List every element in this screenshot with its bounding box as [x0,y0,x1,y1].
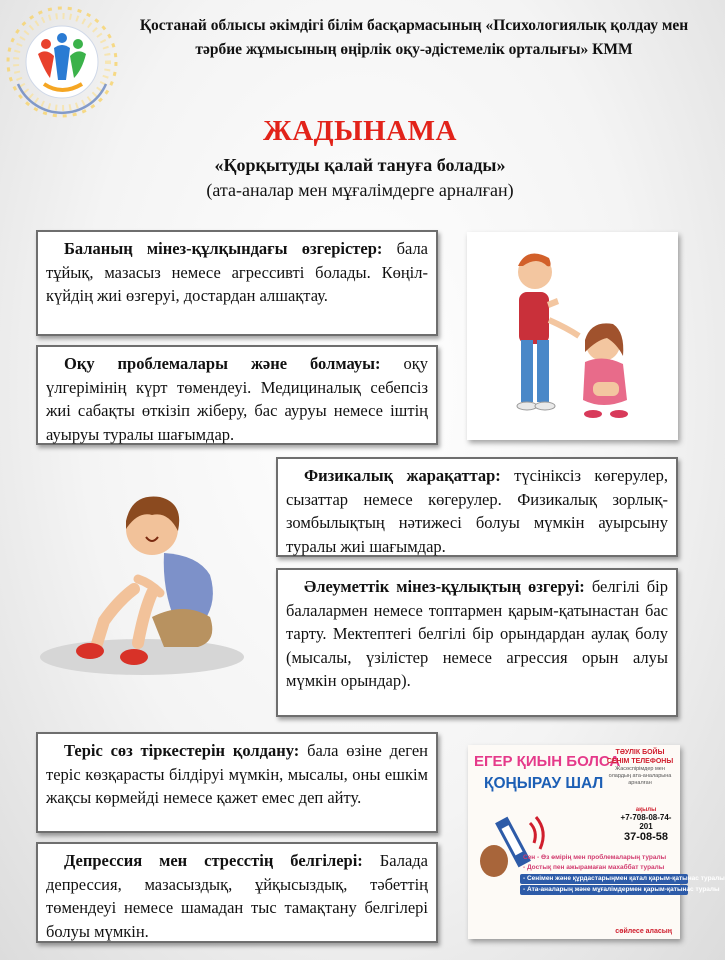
card-text: Балада депрессия, мазасыздық, ұйқысыздық, тәбеттің төмендеуі немесе шамадан тыс тамақтану белгілері болуы мүмкін. [46,851,428,941]
sitting-boy-icon [76,497,213,666]
poster-phone-label: ақылы [635,807,657,813]
card-text: түсініксіз көгерулер, сызаттар немесе көгерулер. Физикалық зорлық-зомбылықтың нәтижесі болуы мүмкін ауырсыну туралы жиі шағымдар. [286,466,668,556]
card-text: оқу үлгерімінің күрт төмендеуі. Медициналық себепсіз жиі сабақты өткізіп жіберу, бас ауруы немесе іштің ауыруы туралы шағымдар. [46,354,428,444]
poster-phone-1: +7-708-08-74-201 [620,813,672,831]
poster-topic-4: - Ата-аналарың және мұғалімдермен қарым-қатынас туралы [520,885,688,895]
poster-trust-phone-title [604,749,676,787]
page-title: ЖАДЫНАМА [263,115,457,147]
poster-topics [520,853,725,896]
card-text: бала тұйық, мазасыз немесе агрессивті болады. Көңіл-күйдің жиі өзгеруі, достардан алшақтау. [46,239,429,305]
poster-footer: сөйлесе аласың [615,928,672,935]
poster-trust-phone-sub: Жасөспірімдер мен олардың ата-аналарына арналған [608,766,672,786]
organization-logo [4,4,122,122]
poster-trust-phone-label: ТӘУЛІК БОЙЫ СЕНІМ ТЕЛЕФОНЫ [606,749,674,765]
info-card-physical-injuries [276,457,678,557]
children-illustration [467,232,678,440]
page-subtitle: «Қорқытуды қалай тануға болады» [214,155,506,175]
poster-topic-3: - Сенімен және құрдастарыңмен қатал қарым-қатынас туралы [520,874,688,884]
info-card-study-problems [36,345,438,445]
poster-phones [614,807,678,843]
boy-figure-icon [517,254,579,411]
card-heading: Әлеуметтік мінез-құлықтың өзгеруі: [304,577,585,596]
card-heading: Теріс сөз тіркестерін қолдану: [64,741,300,760]
poster-heading: ЕГЕР ҚИЫН БОЛСА [474,753,621,770]
info-card-social-behavior [276,568,678,717]
card-heading: Депрессия мен стресстің белгілері: [64,851,363,870]
target-audience: (ата-аналар мен мұғалімдерге арналған) [206,180,514,200]
card-heading: Физикалық жарақаттар: [304,466,501,485]
girl-figure-icon [583,323,628,418]
poster-topic-1: Сен - Өз өмірің мен проблемаларың туралы [523,854,667,861]
card-heading: Баланың мінез-құлқындағы өзгерістер: [64,239,383,258]
poster-phone-2: 37-08-58 [623,831,669,843]
card-text: бала өзіне деген теріс көзқарасты білдіруі мүмкін, мысалы, оны ешкім жақсы көрмейді немесе қажет емес деп айту. [46,741,428,807]
poster-call-text: ҚОҢЫРАУ ШАЛ [484,775,604,792]
organization-name: Қостанай облысы әкімдігі білім басқармасының «Психологиялық қолдау мен тәрбие жұмысының өңірлік оқу-әдістемелік орталығы» КММ [139,17,689,58]
card-heading: Оқу проблемалары және болмауы: [64,354,381,373]
info-card-behavior-changes [36,230,438,336]
helpline-poster [468,745,725,939]
card-text: белгілі бір балалармен немесе топтармен қарым-қатынастан бас тарту. Мектептегі белгілі бір орындардан аулақ болу (мысалы, үзілістер немесе агрессия орын алуы мүмкін орындар). [286,577,668,690]
injured-boy-illustration [34,471,248,683]
info-card-negative-phrases [36,732,438,833]
info-card-depression-stress [36,842,438,943]
poster-topic-2: - Достық пен ажырамаған махаббат туралы [523,864,665,871]
